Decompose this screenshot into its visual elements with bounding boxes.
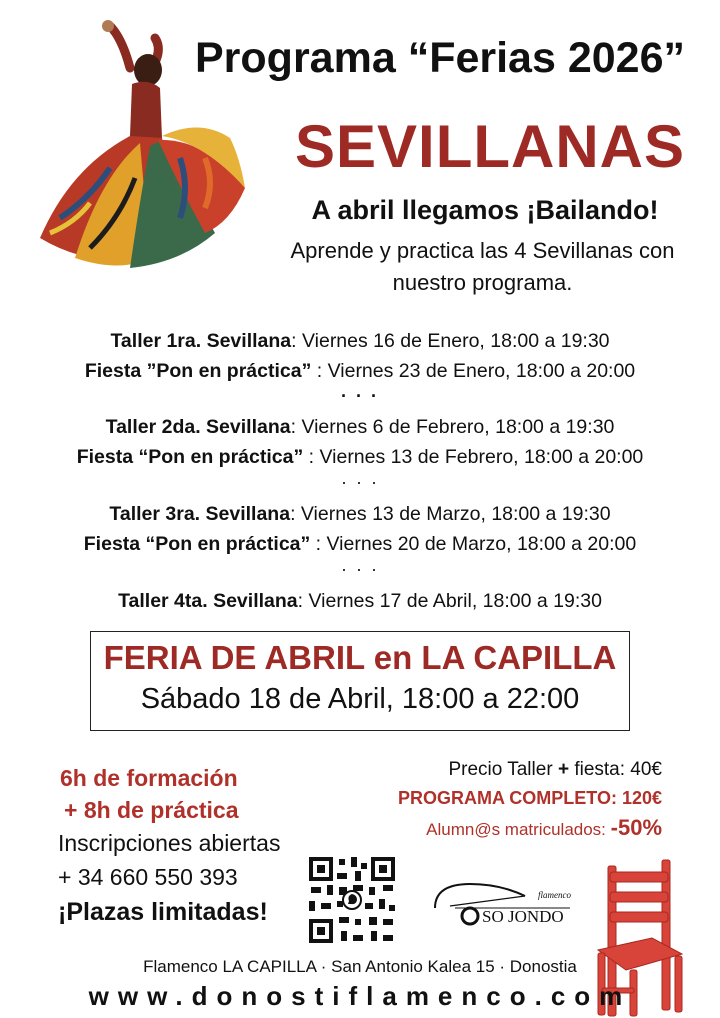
schedule-detail: Viernes 20 de Marzo, 18:00 a 20:00 xyxy=(326,533,637,555)
schedule-item: Taller 2da. Sevillana: Viernes 6 de Febrero, 18:00 a 19:30 xyxy=(105,416,615,438)
tagline: A abril llegamos ¡Bailando! xyxy=(311,195,659,225)
program-title: Programa “Ferias 2026” xyxy=(195,34,685,82)
schedule-item: Fiesta ”Pon en práctica” : Viernes 23 de Enero, 18:00 a 20:00 xyxy=(84,360,636,382)
schedule-label: Fiesta “Pon en práctica” xyxy=(83,533,311,555)
schedule-label: Fiesta “Pon en práctica” xyxy=(76,446,304,468)
practice-hours: + 8h de práctica xyxy=(64,797,239,823)
schedule-label: Taller 3ra. Sevillana xyxy=(109,503,291,525)
full-program-price: PROGRAMA COMPLETO: 120€ xyxy=(397,788,662,808)
footer-address: Flamenco LA CAPILLA · San Antonio Kalea 15 · Donostia xyxy=(143,957,577,976)
separator-dots: · · · xyxy=(341,559,379,579)
schedule-label: Taller 2da. Sevillana xyxy=(105,416,291,438)
training-hours: 6h de formación xyxy=(60,765,238,791)
separator-dots: · · · xyxy=(341,472,379,492)
oso-jondo-logo xyxy=(430,878,590,928)
student-discount: Alumn@s matriculados: -50% xyxy=(426,815,662,840)
schedule-detail: Viernes 13 de Marzo, 18:00 a 19:30 xyxy=(300,503,611,525)
logo-brand-text: SO JONDO xyxy=(482,907,564,926)
schedule-detail: Viernes 23 de Enero, 18:00 a 20:00 xyxy=(327,360,636,382)
intro-text xyxy=(245,235,720,299)
separator-dots: · · · xyxy=(341,386,379,406)
schedule-detail: Viernes 16 de Enero, 18:00 a 19:30 xyxy=(301,330,610,352)
website-link[interactable]: www.donostiflamenco.com xyxy=(88,981,632,1011)
feria-date: Sábado 18 de Abril, 18:00 a 22:00 xyxy=(140,683,580,715)
schedule-detail: Viernes 6 de Febrero, 18:00 a 19:30 xyxy=(301,416,615,438)
schedule-label: Taller 1ra. Sevillana xyxy=(110,330,292,352)
schedule-item: Fiesta “Pon en práctica” : Viernes 20 de Marzo, 18:00 a 20:00 xyxy=(83,533,637,555)
intro-line-1: Aprende y practica las 4 Sevillanas con xyxy=(290,238,675,263)
schedule-item: Fiesta “Pon en práctica” : Viernes 13 de Febrero, 18:00 a 20:00 xyxy=(76,446,644,468)
schedule-item: Taller 3ra. Sevillana: Viernes 13 de Marzo, 18:00 a 19:30 xyxy=(109,503,611,525)
schedule-item: Taller 4ta. Sevillana: Viernes 17 de Abril, 18:00 a 19:30 xyxy=(118,590,602,612)
feria-title: FERIA DE ABRIL en LA CAPILLA xyxy=(103,639,617,676)
logo-small-text: flamenco xyxy=(538,890,571,900)
registration-text: Inscripciones abiertas xyxy=(58,830,281,856)
schedule-label: Taller 4ta. Sevillana xyxy=(118,590,298,612)
schedule-detail: Viernes 17 de Abril, 18:00 a 19:30 xyxy=(308,590,602,612)
limited-places: ¡Plazas limitadas! xyxy=(58,898,268,926)
phone-number[interactable]: + 34 660 550 393 xyxy=(58,864,238,890)
qr-code[interactable] xyxy=(307,855,397,945)
intro-line-2: nuestro programa. xyxy=(392,270,573,295)
schedule-label: Fiesta ”Pon en práctica” xyxy=(84,360,312,382)
headline-sevillanas: SEVILLANAS xyxy=(294,113,686,180)
schedule-detail: Viernes 13 de Febrero, 18:00 a 20:00 xyxy=(319,446,644,468)
schedule-item: Taller 1ra. Sevillana: Viernes 16 de Enero, 18:00 a 19:30 xyxy=(110,330,610,352)
price-workshop: Precio Taller + fiesta: 40€ xyxy=(448,759,662,780)
